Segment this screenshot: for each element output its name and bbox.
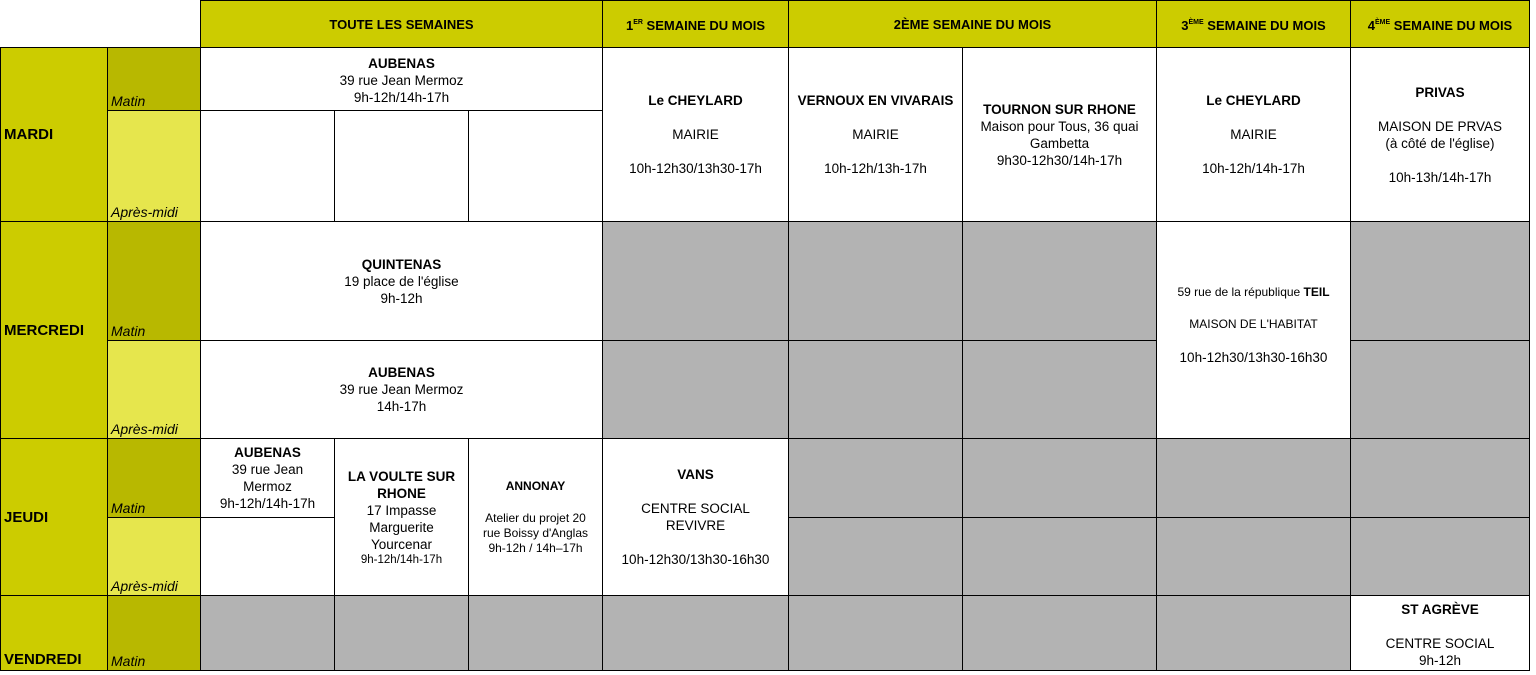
mardi-semaine1-cell bbox=[602, 47, 789, 222]
empty-grey-cell bbox=[962, 595, 1157, 671]
location-hours: 9h-12h/14h-17h bbox=[219, 496, 316, 511]
location-address: Atelier du projet 20 bbox=[485, 510, 586, 525]
header-semaine-2 bbox=[788, 0, 1157, 48]
location-name: AUBENAS bbox=[368, 365, 435, 380]
jeudi-annonay-cell bbox=[468, 438, 603, 596]
empty-cell bbox=[468, 110, 603, 222]
mardi-semaine4-cell bbox=[1350, 47, 1530, 222]
location-hours: 10h-12h/13h-17h bbox=[824, 161, 927, 176]
empty-grey-cell bbox=[602, 340, 789, 439]
location-address: Mermoz bbox=[243, 479, 292, 494]
empty-grey-cell bbox=[962, 340, 1157, 439]
location-address: Gambetta bbox=[1029, 135, 1090, 151]
location-hours: 9h-12h/14h-17h bbox=[353, 90, 450, 105]
location-address: 39 rue Jean Mermoz bbox=[339, 382, 464, 397]
location-place: MAISON DE PRVAS bbox=[1377, 118, 1503, 134]
empty-grey-cell bbox=[602, 221, 789, 341]
empty-cell bbox=[334, 110, 469, 222]
empty-grey-cell bbox=[788, 340, 963, 439]
location-hours: 9h-12h bbox=[1418, 653, 1462, 668]
location-hours: 14h-17h bbox=[376, 399, 427, 414]
location-hours: 9h-12h / 14h–17h bbox=[488, 540, 583, 555]
mardi-semaine2-tournon-cell bbox=[962, 47, 1157, 222]
mardi-aubenas-cell bbox=[200, 47, 603, 111]
header-semaine-3 bbox=[1156, 0, 1351, 48]
jeudi-semaine1-vans-cell bbox=[602, 438, 789, 596]
header-label: TOUTE LES SEMAINES bbox=[329, 16, 474, 32]
empty-grey-cell bbox=[788, 438, 963, 518]
mercredi-aubenas-cell bbox=[200, 340, 603, 439]
location-name: VANS bbox=[677, 467, 714, 482]
location-name: VERNOUX EN VIVARAIS bbox=[797, 93, 954, 108]
header-label: 1ER SEMAINE DU MOIS bbox=[625, 18, 766, 33]
label-apres-midi: Après-midi bbox=[107, 517, 201, 596]
location-place: MAIRIE bbox=[852, 127, 899, 142]
empty-grey-cell bbox=[788, 221, 963, 341]
location-place: MAIRIE bbox=[672, 127, 719, 142]
jeudi-voulte-cell bbox=[334, 438, 469, 596]
location-address: 19 place de l'église bbox=[344, 273, 459, 289]
empty-grey-cell bbox=[1350, 517, 1530, 596]
empty-grey-cell bbox=[962, 438, 1157, 518]
empty-grey-cell bbox=[1156, 438, 1351, 518]
mercredi-semaine3-teil-cell bbox=[1156, 221, 1351, 439]
location-address: 17 Impasse bbox=[366, 502, 437, 518]
day-jeudi: JEUDI bbox=[0, 438, 108, 596]
location-name: AUBENAS bbox=[368, 56, 435, 71]
jeudi-aubenas-cell bbox=[200, 438, 335, 518]
location-address: 39 rue Jean Mermoz bbox=[339, 73, 464, 88]
empty-grey-cell bbox=[334, 595, 469, 671]
empty-grey-cell bbox=[468, 595, 603, 671]
label-apres-midi: Après-midi bbox=[107, 110, 201, 222]
location-place: CENTRE SOCIAL bbox=[1385, 636, 1495, 651]
location-hours: 10h-12h/14h-17h bbox=[1202, 161, 1305, 176]
header-semaine-4 bbox=[1350, 0, 1530, 48]
empty-cell bbox=[200, 110, 335, 222]
empty-grey-cell bbox=[788, 517, 963, 596]
location-hours: 9h30-12h30/14h-17h bbox=[996, 152, 1123, 168]
location-hours: 10h-12h30/13h30-17h bbox=[629, 161, 762, 176]
header-label: 2ÈME SEMAINE DU MOIS bbox=[893, 16, 1052, 32]
location-hours: 9h-12h bbox=[380, 290, 423, 306]
location-hours: 10h-12h30/13h30-16h30 bbox=[621, 552, 770, 567]
location-name: QUINTENAS bbox=[361, 256, 442, 272]
location-name: AUBENAS bbox=[234, 445, 301, 460]
location-address: Marguerite bbox=[369, 519, 434, 535]
location-hours: 10h-12h30/13h30-16h30 bbox=[1179, 349, 1328, 365]
empty-grey-cell bbox=[1350, 221, 1530, 341]
day-mardi: MARDI bbox=[0, 47, 108, 222]
location-address: rue Boissy d'Anglas bbox=[482, 525, 588, 540]
location-place: REVIVRE bbox=[665, 518, 726, 533]
empty-grey-cell bbox=[1350, 340, 1530, 439]
location-name: ANNONAY bbox=[505, 478, 566, 493]
empty-cell bbox=[200, 517, 335, 596]
location-address: Yourcenar bbox=[370, 536, 433, 552]
header-semaine-1 bbox=[602, 0, 789, 48]
location-hours: 9h-12h/14h-17h bbox=[360, 553, 443, 566]
empty-grey-cell bbox=[962, 221, 1157, 341]
vendredi-semaine4-cell bbox=[1350, 595, 1530, 671]
header-label: 4ÈME SEMAINE DU MOIS bbox=[1367, 18, 1513, 33]
location-name: PRIVAS bbox=[1415, 84, 1465, 100]
mardi-semaine3-cell bbox=[1156, 47, 1351, 222]
mercredi-quintenas-cell bbox=[200, 221, 603, 341]
label-matin: Matin bbox=[107, 595, 201, 671]
header-toutes-semaines bbox=[200, 0, 603, 48]
location-place: MAIRIE bbox=[1230, 127, 1277, 142]
header-label: 3ÈME SEMAINE DU MOIS bbox=[1181, 18, 1326, 33]
location-name: Le CHEYLARD bbox=[1206, 93, 1301, 108]
empty-grey-cell bbox=[1350, 438, 1530, 518]
location-place: MAISON DE L'HABITAT bbox=[1189, 316, 1318, 331]
empty-grey-cell bbox=[1156, 517, 1351, 596]
empty-grey-cell bbox=[200, 595, 335, 671]
empty-grey-cell bbox=[962, 517, 1157, 596]
empty-grey-cell bbox=[602, 595, 789, 671]
label-apres-midi: Après-midi bbox=[107, 340, 201, 439]
label-matin: Matin bbox=[107, 221, 201, 341]
label-matin: Matin bbox=[107, 47, 201, 111]
location-name: LA VOULTE SUR RHONE bbox=[347, 468, 456, 501]
location-address: Maison pour Tous, 36 quai bbox=[980, 118, 1139, 134]
location-address: 59 rue de la république TEIL bbox=[1177, 284, 1330, 299]
day-vendredi: VENDREDI bbox=[0, 595, 108, 671]
location-hours: 10h-13h/14h-17h bbox=[1388, 169, 1492, 185]
location-note: (à côté de l'église) bbox=[1385, 135, 1495, 151]
location-name: TOURNON SUR RHONE bbox=[983, 101, 1136, 117]
location-name: Le CHEYLARD bbox=[648, 93, 743, 108]
label-matin: Matin bbox=[107, 438, 201, 518]
empty-grey-cell bbox=[1156, 595, 1351, 671]
mardi-semaine2-vernoux-cell bbox=[788, 47, 963, 222]
location-place: CENTRE SOCIAL bbox=[641, 501, 750, 516]
location-name: ST AGRÈVE bbox=[1401, 602, 1479, 617]
location-address: 39 rue Jean bbox=[231, 462, 304, 477]
empty-grey-cell bbox=[788, 595, 963, 671]
day-mercredi: MERCREDI bbox=[0, 221, 108, 439]
